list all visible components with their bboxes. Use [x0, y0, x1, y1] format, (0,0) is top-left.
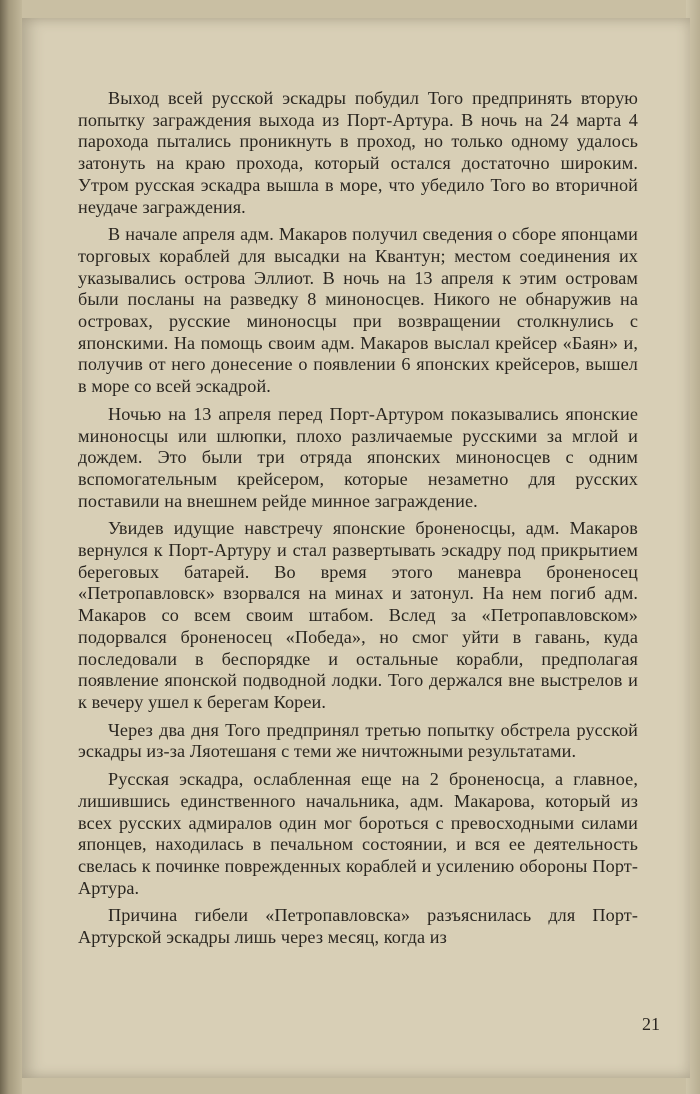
paragraph-3: Ночью на 13 апреля перед Порт-Артуром показывались японские миноносцы или шлюпки, плохо различаемые русскими за мглой и дождем. Это были три отряда японских миноносцев с одним вспомогательным крейсером, которые незаметно для русских поставили на внешнем рейде минное заграждение. [78, 403, 638, 511]
book-gutter [0, 0, 22, 1094]
paragraph-5: Через два дня Того предпринял третью попытку обстрела русской эскадры из-за Ляотешаня с теми же ничтожными результатами. [78, 719, 638, 762]
page-number: 21 [642, 1014, 660, 1034]
paragraph-1: Выход всей русской эскадры побудил Того предпринять вторую попытку заграждения выхода из Порт-Артура. В ночь на 24 марта 4 парохода пытались проникнуть в проход, но только одному удалось затонуть на краю прохода, который остался достаточно широким. Утром русская эскадра вышла в море, что убедило Того во вторичной неудаче заграждения. [78, 88, 638, 217]
body-text [78, 88, 638, 955]
paragraph-4: Увидев идущие навстречу японские броненосцы, адм. Макаров вернулся к Порт-Артуру и стал развертывать эскадру под прикрытием береговых батарей. Во время этого маневра броненосец «Петропавловск» взорвался на минах и затонул. На нем погиб адм. Макаров со всем своим штабом. Вслед за «Петропавловском» подорвался броненосец «Победа», но смог уйти в гавань, куда последовали в беспорядке и остальные корабли, предполагая появление японской подводной лодки. Того держался вне выстрелов и к вечеру ушел к берегам Кореи. [78, 518, 638, 712]
paragraph-7: Причина гибели «Петропавловска» разъяснилась для Порт-Артурской эскадры лишь через месяц, когда из [78, 905, 638, 948]
paragraph-2: В начале апреля адм. Макаров получил сведения о сборе японцами торговых кораблей для высадки на Квантун; местом соединения их указывались острова Эллиот. В ночь на 13 апреля к этим островам были посланы на разведку 8 миноносцев. Никого не обнаружив на островах, русские миноносцы при возвращении столкнулись с японскими. На помощь своим адм. Макаров выслал крейсер «Баян» и, получив от него донесение о появлении 6 японских крейсеров, вышел в море со всей эскадрой. [78, 224, 638, 397]
book-page [22, 18, 690, 1078]
paragraph-6: Русская эскадра, ослабленная еще на 2 броненосца, а главное, лишившись единственного начальника, адм. Макарова, который из всех русских адмиралов один мог бороться с превосходными силами японцев, находилась в печальном состоянии, и вся ее деятельность свелась к починке поврежденных кораблей и усилению обороны Порт-Артура. [78, 769, 638, 898]
